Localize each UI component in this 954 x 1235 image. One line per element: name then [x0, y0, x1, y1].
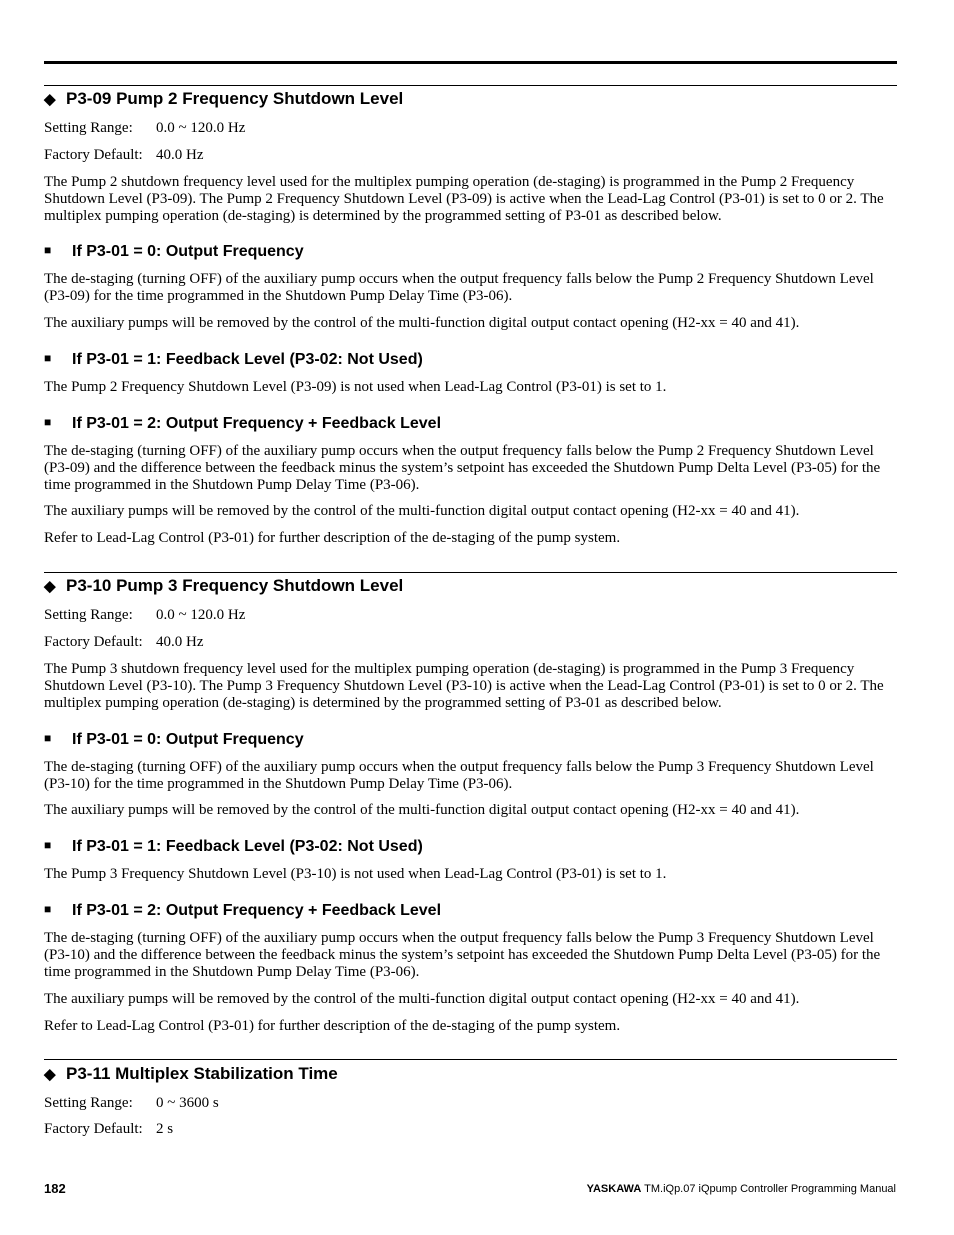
section-title-p3-11: ◆ P3-11 Multiplex Stabilization Time	[44, 1064, 338, 1083]
square-bullet-icon: ■	[44, 351, 52, 365]
paragraph: The de-staging (turning OFF) of the auxiliary pump occurs when the output frequency falls below the Pump 2 Frequency Shutdown Level (P3-09) and the difference between the feedback minus the system’s setpoint has exceeded the Shutdown Pump Delta Level (P3-05) for the time programmed in the Shutdown Pump Delay Time (P3-06).	[44, 443, 881, 493]
top-rule	[44, 61, 897, 64]
square-bullet-icon: ■	[44, 838, 52, 852]
paragraph: The auxiliary pumps will be removed by the control of the multi-function digital output contact opening (H2-xx = 40 and 41).	[44, 802, 800, 818]
paragraph: Refer to Lead-Lag Control (P3-01) for further description of the de-staging of the pump system.	[44, 1018, 621, 1034]
case-heading: ■ If P3-01 = 1: Feedback Level (P3-02: Not Used)	[44, 351, 423, 368]
paragraph: The de-staging (turning OFF) of the auxiliary pump occurs when the output frequency falls below the Pump 2 Frequency Shutdown Level (P3-09) for the time programmed in the Shutdown Pump Delay Time (P3-06).	[44, 271, 874, 304]
factory-default: Factory Default: 2 s	[44, 1121, 174, 1137]
square-bullet-icon: ■	[44, 731, 52, 745]
manual-title: TM.iQp.07 iQpump Controller Programming Manual	[644, 1183, 896, 1195]
setting-range: Setting Range: 0.0 ~ 120.0 Hz	[44, 607, 246, 623]
diamond-bullet-icon: ◆	[44, 91, 56, 108]
section-divider	[44, 1059, 897, 1060]
diamond-bullet-icon: ◆	[44, 1066, 56, 1083]
paragraph: The Pump 2 Frequency Shutdown Level (P3-09) is not used when Lead-Lag Control (P3-01) is set to 1.	[44, 379, 667, 395]
paragraph: Refer to Lead-Lag Control (P3-01) for further description of the de-staging of the pump system.	[44, 530, 621, 546]
manual-footer	[587, 1183, 896, 1195]
paragraph: The de-staging (turning OFF) of the auxiliary pump occurs when the output frequency falls below the Pump 3 Frequency Shutdown Level (P3-10) and the difference between the feedback minus the system’s setpoint has exceeded the Shutdown Pump Delta Level (P3-05) for the time programmed in the Shutdown Pump Delay Time (P3-06).	[44, 930, 881, 980]
setting-range: Setting Range: 0 ~ 3600 s	[44, 1095, 219, 1111]
case-heading: ■ If P3-01 = 2: Output Frequency + Feedback Level	[44, 415, 442, 432]
setting-range: Setting Range: 0.0 ~ 120.0 Hz	[44, 120, 246, 136]
diamond-bullet-icon: ◆	[44, 578, 56, 595]
paragraph: The de-staging (turning OFF) of the auxiliary pump occurs when the output frequency falls below the Pump 3 Frequency Shutdown Level (P3-10) for the time programmed in the Shutdown Pump Delay Time (P3-06).	[44, 759, 874, 792]
section-divider	[44, 572, 897, 573]
brand-name: YASKAWA	[586, 1183, 642, 1195]
case-heading: ■ If P3-01 = 0: Output Frequency	[44, 731, 304, 748]
square-bullet-icon: ■	[44, 415, 52, 429]
paragraph: The auxiliary pumps will be removed by the control of the multi-function digital output contact opening (H2-xx = 40 and 41).	[44, 315, 800, 331]
paragraph: The auxiliary pumps will be removed by the control of the multi-function digital output contact opening (H2-xx = 40 and 41).	[44, 503, 800, 519]
section-intro: The Pump 2 shutdown frequency level used for the multiplex pumping operation (de-staging) is programmed in the Pump 2 Frequency Shutdown Level (P3-09). The Pump 2 Frequency Shutdown Level (P3-09) is active when the Lead-Lag Control (P3-01) is set to 0 or 2. The multiplex pumping operation (de-staging) is determined by the programmed setting of P3-01 as described below.	[44, 174, 884, 224]
section-title-p3-10: ◆ P3-10 Pump 3 Frequency Shutdown Level	[44, 576, 404, 595]
case-heading: ■ If P3-01 = 0: Output Frequency	[44, 243, 304, 260]
case-heading: ■ If P3-01 = 1: Feedback Level (P3-02: Not Used)	[44, 838, 423, 855]
section-intro: The Pump 3 shutdown frequency level used for the multiplex pumping operation (de-staging) is programmed in the Pump 3 Frequency Shutdown Level (P3-10). The Pump 3 Frequency Shutdown Level (P3-10) is active when the Lead-Lag Control (P3-01) is set to 0 or 2. The multiplex pumping operation (de-staging) is determined by the programmed setting of P3-01 as described below.	[44, 661, 884, 711]
square-bullet-icon: ■	[44, 902, 52, 916]
section-title-p3-09: ◆ P3-09 Pump 2 Frequency Shutdown Level	[44, 89, 404, 108]
square-bullet-icon: ■	[44, 243, 52, 257]
page-number: 182	[44, 1181, 66, 1196]
paragraph: The Pump 3 Frequency Shutdown Level (P3-10) is not used when Lead-Lag Control (P3-01) is set to 1.	[44, 866, 667, 882]
factory-default: Factory Default: 40.0 Hz	[44, 634, 204, 650]
paragraph: The auxiliary pumps will be removed by the control of the multi-function digital output contact opening (H2-xx = 40 and 41).	[44, 991, 800, 1007]
section-divider	[44, 85, 897, 86]
case-heading: ■ If P3-01 = 2: Output Frequency + Feedback Level	[44, 902, 442, 919]
factory-default: Factory Default: 40.0 Hz	[44, 147, 204, 163]
